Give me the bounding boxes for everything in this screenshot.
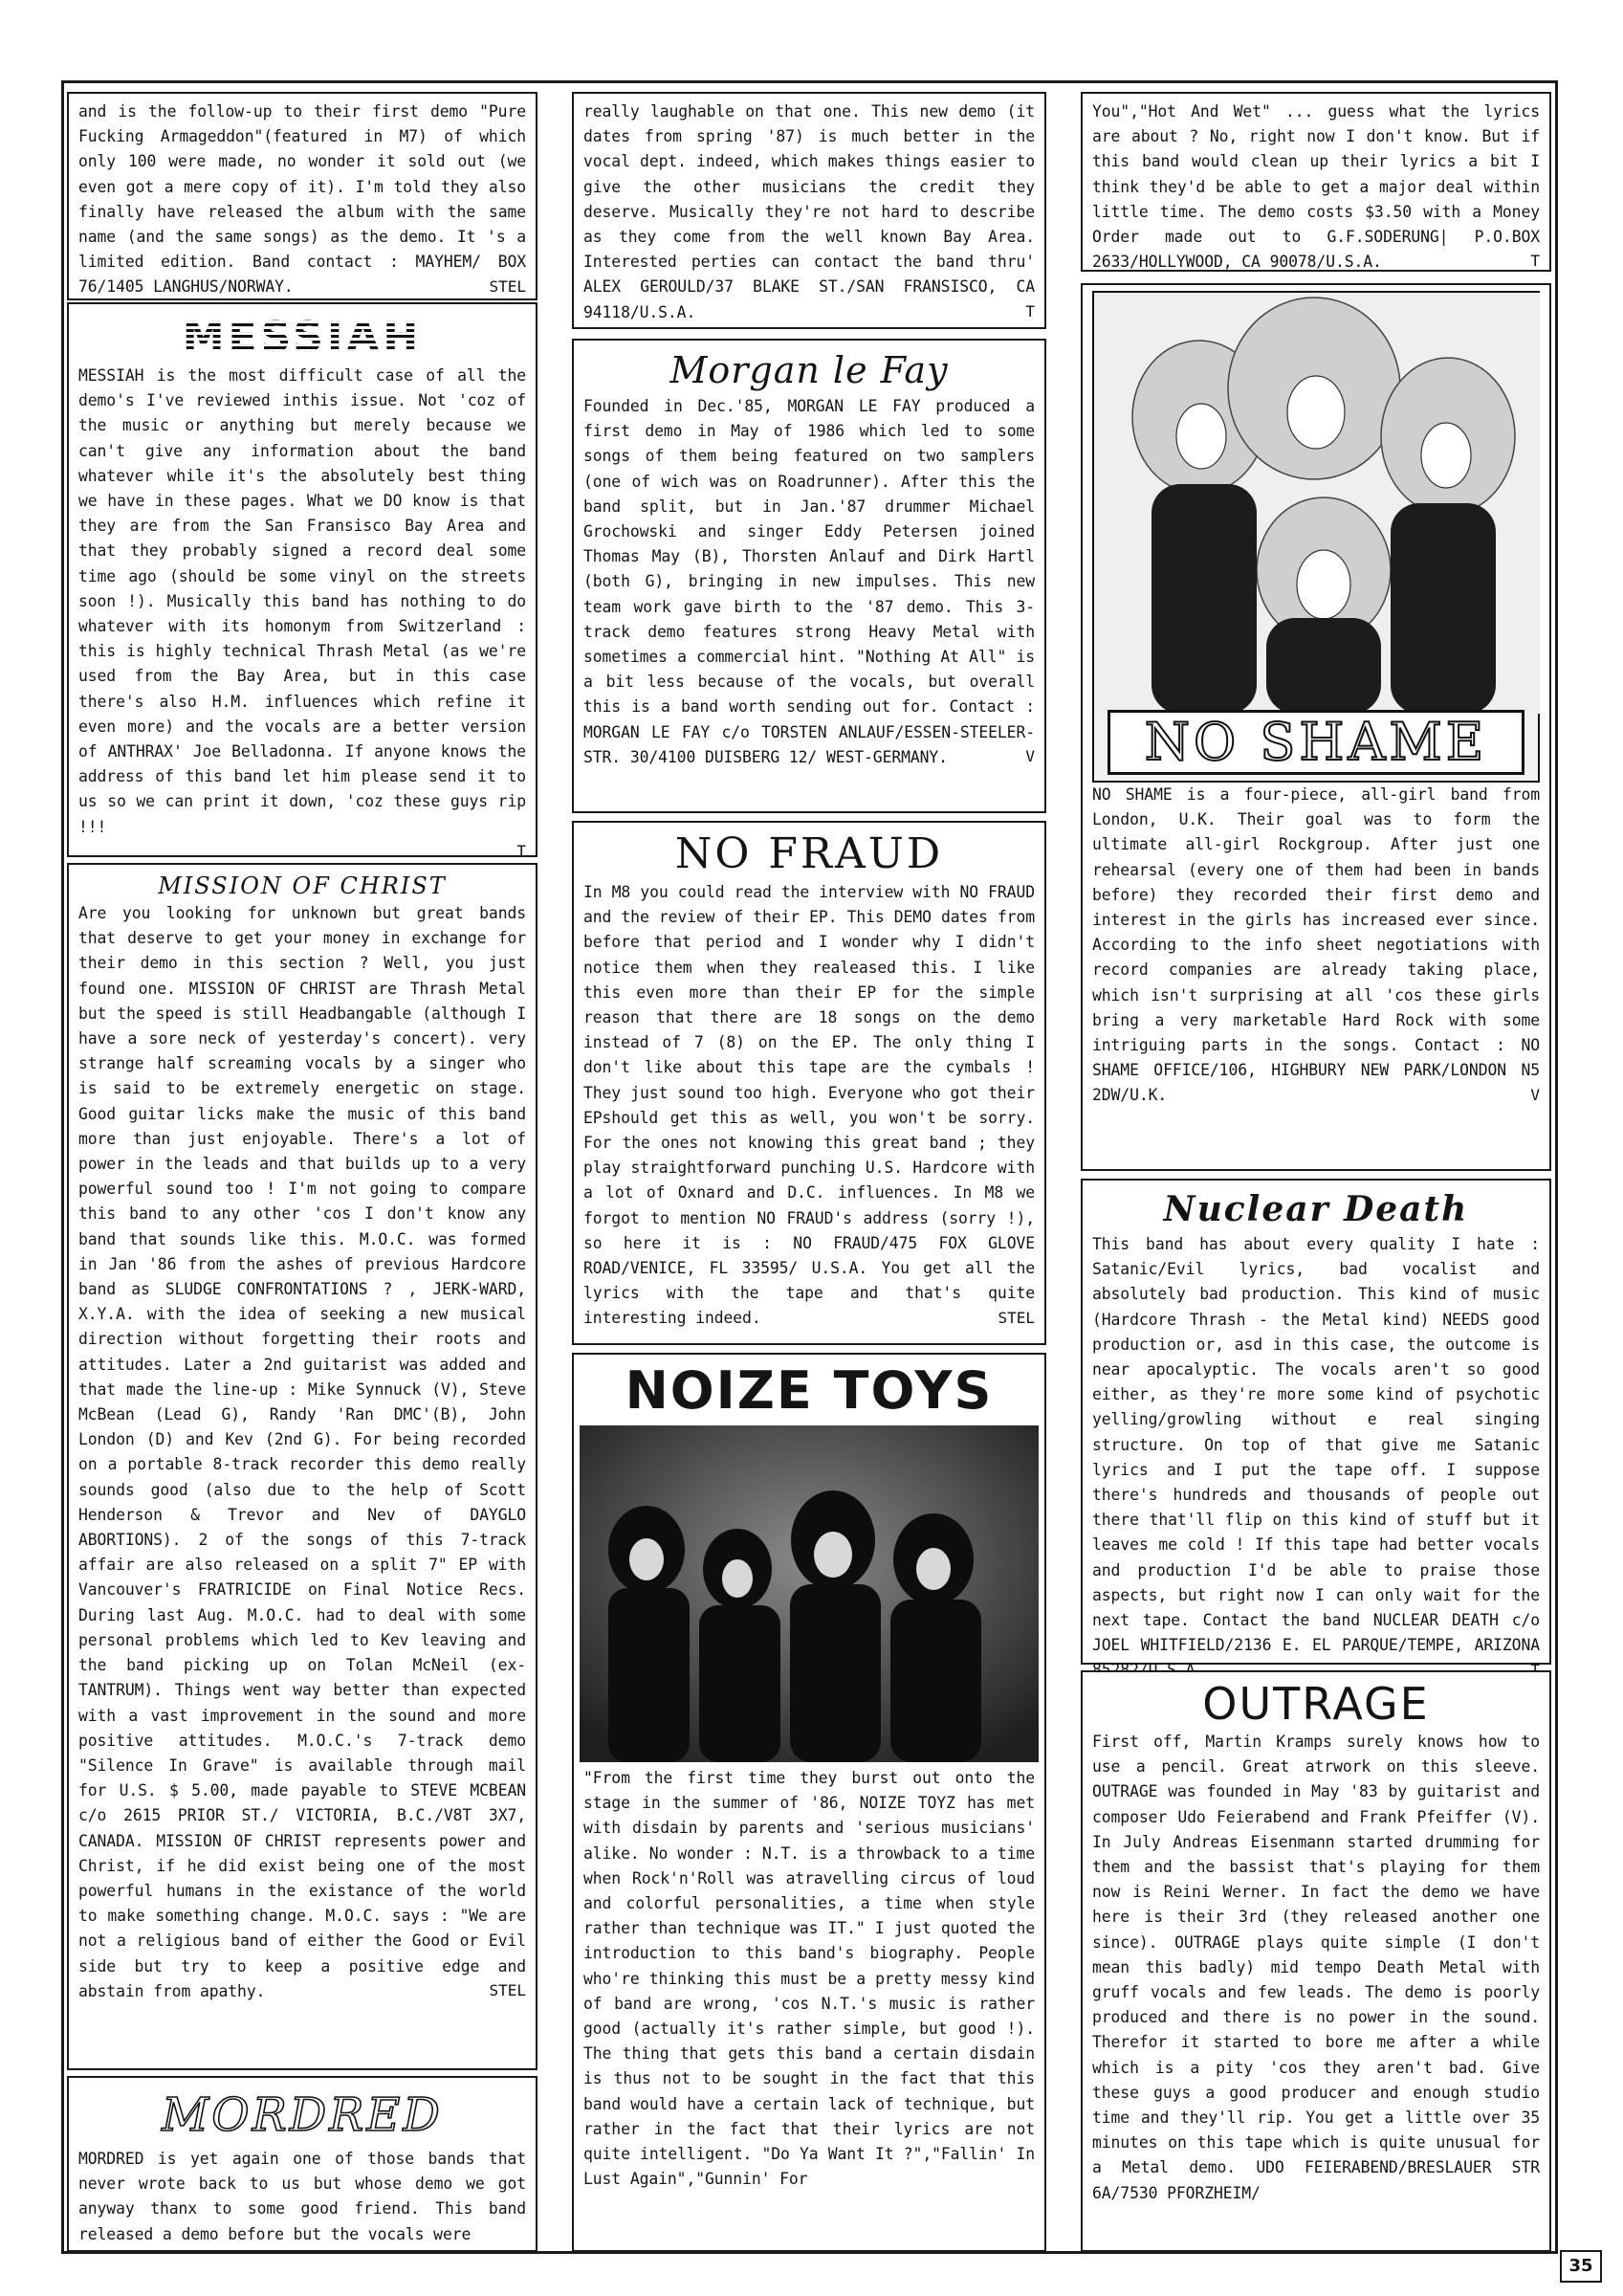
no-fraud-review: [572, 821, 1046, 1345]
review-text: MESSIAH is the most difficult case of all the demo's I've reviewed inthis issue. Not 'coz of the music or anything but merely because we can't give any information about the band whatever while it's the absolutely best thing we have in these pages. What we DO know is that they are from the San Fransisco Bay Area and that they probably signed a record deal some time ago (should be some vinyl on the streets soon !). Musically this band has nothing to do whatever with its homonym from Switzerland : this is highly technical Thrash Metal (as we're used from the Bay Area, but in this case there's also H.M. influences which refine it even more) and the vocals are a better version of ANTHRAX' Joe Belladonna. If anyone knows the address of this band let him please send it to us so we can print it down, 'coz these guys rip !!!: [78, 366, 526, 836]
reviewer-signature: STEL: [489, 1980, 526, 1999]
review-text: really laughable on that one. This new demo (it dates from spring '87) is much better in the vocal dept. indeed, which makes things easier to give the other musicians the credit they deserve. Musically they're not hard to describe as they come from the well known Bay Area. Interested perties can contact the band thru' ALEX GEROULD/37 BLAKE ST./SAN FRANSISCO, CA 94118/U.S.A.: [583, 102, 1035, 321]
review-text: Are you looking for unknown but great bands that deserve to get your money in exchange for their demo in this section ? Well, you just found one. MISSION OF CHRIST are Thrash Metal but the speed is still Headbangable (although I have a sore neck of yesterday's concert). very strange half screaming vocals by a singer who is said to be extremely energetic on stage. Good guitar licks make the music of this band more than just enjoyable. There's a lot of power in the leads and that builds up to a very powerful sound too ! I'm not going to compare this band to any other 'cos I don't know any band that sounds like this. M.O.C. was formed in Jan '86 from the ashes of previous Hardcore band as SLUDGE CONFRONTATIONS ? , JERK-WARD, X.Y.A. with the idea of seeking a new musical direction without forgetting their roots and attitudes. Later a 2nd guitarist was added and that made the line-up : Mike Synnuck (V), Steve McBean (Lead G), Randy 'Ran DMC'(B), John London (D) and Kev (2nd G). For being recorded on a portable 8-track recorder this demo really sounds good (also due to the help of Scott Henderson & Trevor and Nev of DAYGLO ABORTIONS). 2 of the songs of this 7-track affair are also released on a split 7" EP with Vancouver's FRATRICIDE on Final Notice Recs. During last Aug. M.O.C. had to deal with some personal problems which led to Kev leaving and the band picking up on Tolan McNeil (ex-TANTRUM). Things went way better than expected with a vast improvement in the sound and more positive attitudes. M.O.C.'s 7-track demo "Silence In Grave" is available through mail for U.S. $ 5.00, made payable to STEVE MCBEAN c/o 2615 PRIOR ST./ VICTORIA, B.C./V8T 3X7, CANADA. MISSION OF CHRIST represents power and Christ, if he did exist being one of the most powerful humans in the existance of the world to make something change. M.O.C. says : "We are not a religious band of either the Good or Evil side but try to keep a positive edge and abstain from apathy.: [78, 904, 526, 2000]
review-text: You","Hot And Wet" ... guess what the lyrics are about ? No, right now I don't know. But if this band would clean up their lyrics a bit I think they'd be able to get a major deal within little time. The demo costs $3.50 with a Money Order made out to G.F.SODERUNG| P.O.BOX 2633/HOLLYWOOD, CA 90078/U.S.A.: [1092, 102, 1540, 272]
morgan-le-fay-review: [572, 339, 1046, 813]
noize-toys-review: [572, 1353, 1046, 2252]
no-shame-review: [1081, 283, 1551, 1171]
reviewer-signature: T: [516, 841, 526, 860]
band-photo: [1092, 291, 1540, 783]
band-photo: [580, 1425, 1039, 1762]
review-title: MORDRED: [162, 2088, 443, 2142]
page-number: 35: [1560, 2250, 1602, 2283]
reviewer-signature: V: [1530, 1085, 1540, 1104]
review-text: This band has about every quality I hate : Satanic/Evil lyrics, bad vocalist and absolutely bad production. This kind of music (Hardcore Thrash - the Metal kind) NEEDS good production or, asd in this case, the outcome is near apocalyptic. The vocals aren't so good either, as they're more some kind of psychotic yelling/growling without e real singing structure. On top of that give me Satanic lyrics and I put the tape off. I suppose there's hundreds and thousands of people out there that'll flip on this kind of stuff but it leaves me cold ! If this tape had better vocals and production I'd be able to praise those aspects, but right now I can only wait for the next tape. Contact the band NUCLEAR DEATH c/o JOEL WHITFIELD/2136 E. EL PARQUE/TEMPE, ARIZONA: [1092, 1235, 1540, 1655]
messiah-review: [67, 302, 537, 860]
review-text: MORDRED is yet again one of those bands that never wrote back to us but whose demo we got anyway thanx to some good friend. This band released a demo before but the vocals were: [78, 2150, 526, 2243]
band-photo-image: [580, 1425, 1039, 1762]
review-title: Nuclear Death: [1163, 1189, 1469, 1229]
mayhem-review-continued: [67, 92, 537, 300]
mordred-review-continued: [572, 92, 1046, 329]
review-title: OUTRAGE: [1202, 1678, 1430, 1730]
review-text: Founded in Dec.'85, MORGAN LE FAY produced a first demo in May of 1986 which led to some songs of them being featured on two samplers (one of wich was on Roadrunner). After this the band split, but in Jan.'87 drummer Michael Grochowski and singer Eddy Petersen joined Thomas May (B), Thorsten Anlauf and Dirk Hartl (both G), bringing in new impulses. This new team work gave birth to the '87 demo. This 3-track demo features strong Heavy Metal with sometimes a commercial hint. "Nothing At All" is a bit less because of the vocals, but overall this is a band worth sending out for. Contact : MORGAN LE FAY c/o TORSTEN ANLAUF/ESSEN-STEELER-STR. 30/4100 DUISBERG 12/ WEST-GERMANY.: [583, 397, 1035, 766]
review-title: MESSIAH: [78, 310, 526, 364]
reviewer-signature: STEL: [489, 276, 526, 296]
mordred-review: [67, 2076, 537, 2252]
reviewer-signature: T: [1025, 301, 1035, 320]
review-title: NO SHAME: [1108, 710, 1524, 775]
band-photo-image: [1094, 293, 1540, 714]
outrage-review: [1081, 1670, 1551, 2252]
reviewer-signature: T: [1530, 252, 1540, 271]
review-title: NOIZE TOYS: [625, 1360, 994, 1421]
review-text: and is the follow-up to their first demo "Pure Fucking Armageddon"(featured in M7) of which only 100 were made, no wonder it sold out (we even got a mere copy of it). I'm told they also finally have released the album with the same name (and the same songs) as the demo. It 's a limited edition. Band contact : MAYHEM/ BOX 76/1405 LANGHUS/NORWAY.: [78, 102, 526, 297]
review-text: First off, Martin Kramps surely knows how to use a pencil. Great atrwork on this sleeve. OUTRAGE was founded in May '83 by guitarist and composer Udo Feierabend and Frank Pfeiffer (V). In July Andreas Eisenmann started drumming for them and the bassist that's playing for them now is Reini Werner. In fact the demo we have here is their 3rd (they released another one since). OUTRAGE plays quite simple (I don't mean this badly) mid tempo Death Metal with gruff vocals and few leads. The demo is poorly produced and there is no power in the sound. Therefor it started to bore me after a while which is a pity 'cos they aren't bad. Give these guys a good producer and enough studio time and they'll rip. You get a little over 35 minutes on this tape which is quite unusual for a Metal demo. UDO FEIERABEND/BRESLAUER STR 6A/7530 PFORZHEIM/: [1092, 1733, 1540, 2202]
review-text: NO SHAME is a four-piece, all-girl band from London, U.K. Their goal was to form the ultimate all-girl Rockgroup. After just one rehearsal (every one of them had been in bands before) they recorded their first demo and interest in the girls has increased ever since. According to the info sheet negotiations with record companies are already taking place, which isn't surprising at all 'cos these girls bring a very marketable Hard Rock with some intriguing parts in the songs. Contact : NO SHAME OFFICE/106, HIGHBURY NEW PARK/LONDON N5 2DW/U.K.: [1092, 785, 1540, 1105]
mission-of-christ-review: [67, 863, 537, 2070]
review-text: "From the first time they burst out onto the stage in the summer of '86, NOIZE TOYZ has met with disdain by parents and 'serious musicians' alike. No wonder : N.T. is a throwback to a time when Rock'n'Roll was atravelling circus of loud and colorful personalities, a time when style rather than technique was IT." I just quoted the introduction to this band's biography. People who're thinking this must be a pretty messy kind of band are wrong, 'cos N.T.'s music is rather good (actually it's rather simple, but good !). The thing that gets this band a certain disdain is thus not to be sought in the fact that this band would have a certain lack of technique, but rather in the fact that their lyrics are not quite intelligent. "Do Ya Want It ?","Fallin' In Lust Again","Gunnin' For: [583, 1769, 1035, 2189]
review-title: NO FRAUD: [674, 829, 944, 878]
review-title: MISSION OF CHRIST: [158, 872, 447, 899]
nuclear-death-review: [1081, 1179, 1551, 1665]
reviewer-signature: STEL: [998, 1308, 1035, 1327]
noize-toys-review-continued: [1081, 92, 1551, 272]
reviewer-signature: V: [1025, 747, 1035, 766]
review-text: In M8 you could read the interview with NO FRAUD and the review of their EP. This DEMO dates from before that period and I wonder why I didn't notice them when they realeased this. I like this even more than their EP for the simple reason that there are 18 songs on the demo instead of 7 (8) on the EP. The only thing I don't like about this tape are the cymbals ! They just sound too high. Everyone who got their EPshould get this as well, you won't be sorry. For the ones not knowing this great band ; they play straightforward punching U.S. Hardcore with a lot of Oxnard and D.C. influences. In M8 we forgot to mention NO FRAUD's address (sorry !), so here it is : NO FRAUD/475 FOX GLOVE ROAD/VENICE, FL 33595/ U.S.A. You get all the lyrics with the tape and that's quite interesting indeed.: [583, 883, 1035, 1328]
review-title: Morgan le Fay: [669, 349, 949, 391]
